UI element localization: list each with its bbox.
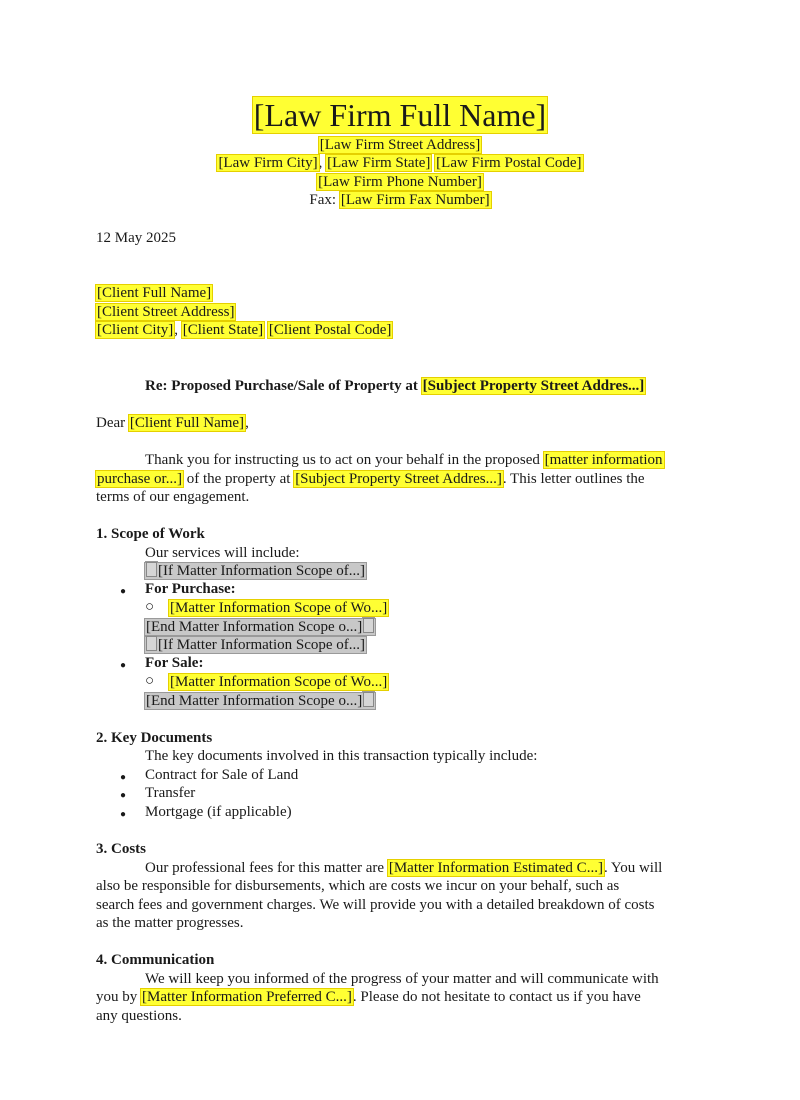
purchase-item-field[interactable]: [Matter Information Scope of Wo...] — [170, 600, 388, 616]
bullet-icon: ● — [120, 586, 127, 597]
firm-city-line: [Law Firm City], [Law Firm State] [Law Firm Postal Code] — [218, 155, 582, 171]
firm-name — [0, 97, 800, 133]
costs-heading: 3. Costs — [96, 841, 147, 857]
costs-line-4: as the matter progresses. — [96, 915, 244, 931]
subject-line — [145, 377, 645, 396]
salutation-suffix: , — [245, 415, 249, 431]
scope-if-purchase — [145, 562, 366, 581]
recipient-name — [96, 284, 212, 303]
purchase-item — [169, 599, 388, 618]
firm-city-field[interactable]: [Law Firm City] — [218, 155, 318, 171]
intro-text-2: of the property at — [182, 471, 295, 487]
scope-end-sale — [145, 692, 375, 711]
fax-label: Fax: — [309, 192, 340, 208]
communication-text-3: . Please do not hesitate to contact us if you have — [352, 989, 641, 1005]
firm-name-field[interactable]: [Law Firm Full Name] — [253, 97, 547, 133]
if-sale-field[interactable] — [145, 637, 366, 653]
document-item: Mortgage (if applicable) — [145, 804, 292, 820]
scope-heading: 1. Scope of Work — [96, 526, 205, 542]
if-purchase-text: [If Matter Information Scope of...] — [158, 563, 366, 579]
communication-line-3: any questions. — [96, 1008, 182, 1024]
costs-line-1 — [145, 859, 662, 878]
if-sale-text: [If Matter Information Scope of...] — [158, 637, 366, 653]
firm-postal-field[interactable]: [Law Firm Postal Code] — [436, 155, 582, 171]
field-marker-icon — [363, 618, 374, 633]
recipient-city-line: [Client City], [Client State] [Client Postal Code] — [97, 322, 392, 338]
scope-if-sale — [145, 636, 366, 655]
end-purchase-text: [End Matter Information Scope o...] — [146, 619, 363, 635]
firm-street-field[interactable]: [Law Firm Street Address] — [319, 137, 481, 153]
bullet-icon: ● — [120, 809, 127, 820]
end-sale-text: [End Matter Information Scope o...] — [146, 693, 363, 709]
firm-fax-field[interactable]: [Law Firm Fax Number] — [340, 192, 490, 208]
documents-heading: 2. Key Documents — [96, 730, 213, 746]
purchase-label: For Purchase: — [145, 581, 236, 597]
documents-intro: The key documents involved in this transaction typically include: — [145, 748, 538, 764]
sale-item — [169, 673, 388, 692]
if-purchase-field[interactable] — [145, 563, 366, 579]
intro-line-1 — [145, 451, 664, 470]
bullet-icon: ● — [120, 660, 127, 671]
costs-line-2: also be responsible for disbursements, which are costs we incur on your behalf, such as — [96, 878, 620, 894]
costs-estimate-field[interactable]: [Matter Information Estimated C...] — [388, 860, 603, 876]
firm-state-field[interactable]: [Law Firm State] — [327, 155, 431, 171]
subject-property-field[interactable]: [Subject Property Street Addres...] — [422, 378, 645, 394]
recipient-name-field[interactable]: [Client Full Name] — [97, 285, 212, 301]
field-marker-icon — [146, 562, 157, 577]
communication-line-1: We will keep you informed of the progress of your matter and will communicate with — [145, 971, 659, 987]
circle-bullet-icon: ○ — [145, 673, 155, 689]
end-sale-field[interactable] — [145, 693, 375, 709]
firm-phone — [0, 173, 800, 192]
intro-line-2 — [96, 470, 645, 489]
recipient-street-field[interactable]: [Client Street Address] — [97, 304, 235, 320]
intro-text-3: . This letter outlines the — [502, 471, 645, 487]
document-item: Transfer — [145, 785, 196, 801]
salutation — [96, 414, 249, 433]
recipient-street — [96, 303, 235, 322]
communication-text-2: you by — [96, 989, 141, 1005]
firm-phone-field[interactable]: [Law Firm Phone Number] — [318, 174, 482, 190]
field-marker-icon — [146, 636, 157, 651]
communication-line-2 — [96, 988, 641, 1007]
recipient-city-field[interactable]: [Client City] — [97, 322, 174, 338]
communication-heading: 4. Communication — [96, 952, 215, 968]
intro-line-3: terms of our engagement. — [96, 489, 250, 505]
intro-matter-field-1[interactable]: [matter information — [544, 452, 663, 468]
firm-fax — [0, 191, 800, 210]
sale-item-field[interactable]: [Matter Information Scope of Wo...] — [170, 674, 388, 690]
costs-line-3: search fees and government charges. We will provide you with a detailed breakdown of costs — [96, 897, 655, 913]
communication-preferred-field[interactable]: [Matter Information Preferred C...] — [142, 989, 352, 1005]
letter-date: 12 May 2025 — [96, 230, 176, 246]
sale-label: For Sale: — [145, 655, 204, 671]
costs-text-1: Our professional fees for this matter are — [145, 860, 388, 876]
document-item: Contract for Sale of Land — [145, 767, 299, 783]
end-purchase-field[interactable] — [145, 619, 375, 635]
recipient-state-field[interactable]: [Client State] — [182, 322, 264, 338]
recipient-postal-field[interactable]: [Client Postal Code] — [268, 322, 392, 338]
intro-text-1: Thank you for instructing us to act on your behalf in the proposed — [145, 452, 544, 468]
scope-intro: Our services will include: — [145, 545, 300, 561]
intro-matter-field-2[interactable]: purchase or...] — [97, 471, 182, 487]
bullet-icon: ● — [120, 790, 127, 801]
salutation-name-field[interactable]: [Client Full Name] — [129, 415, 245, 431]
costs-text-2: . You will — [603, 860, 663, 876]
firm-street — [0, 136, 800, 155]
subject-prefix: Re: Proposed Purchase/Sale of Property at — [145, 378, 422, 394]
bullet-icon: ● — [120, 772, 127, 783]
salutation-prefix: Dear — [96, 415, 129, 431]
field-marker-icon — [363, 692, 374, 707]
circle-bullet-icon: ○ — [145, 599, 155, 615]
scope-end-purchase — [145, 618, 375, 637]
intro-property-field[interactable]: [Subject Property Street Addres...] — [295, 471, 502, 487]
